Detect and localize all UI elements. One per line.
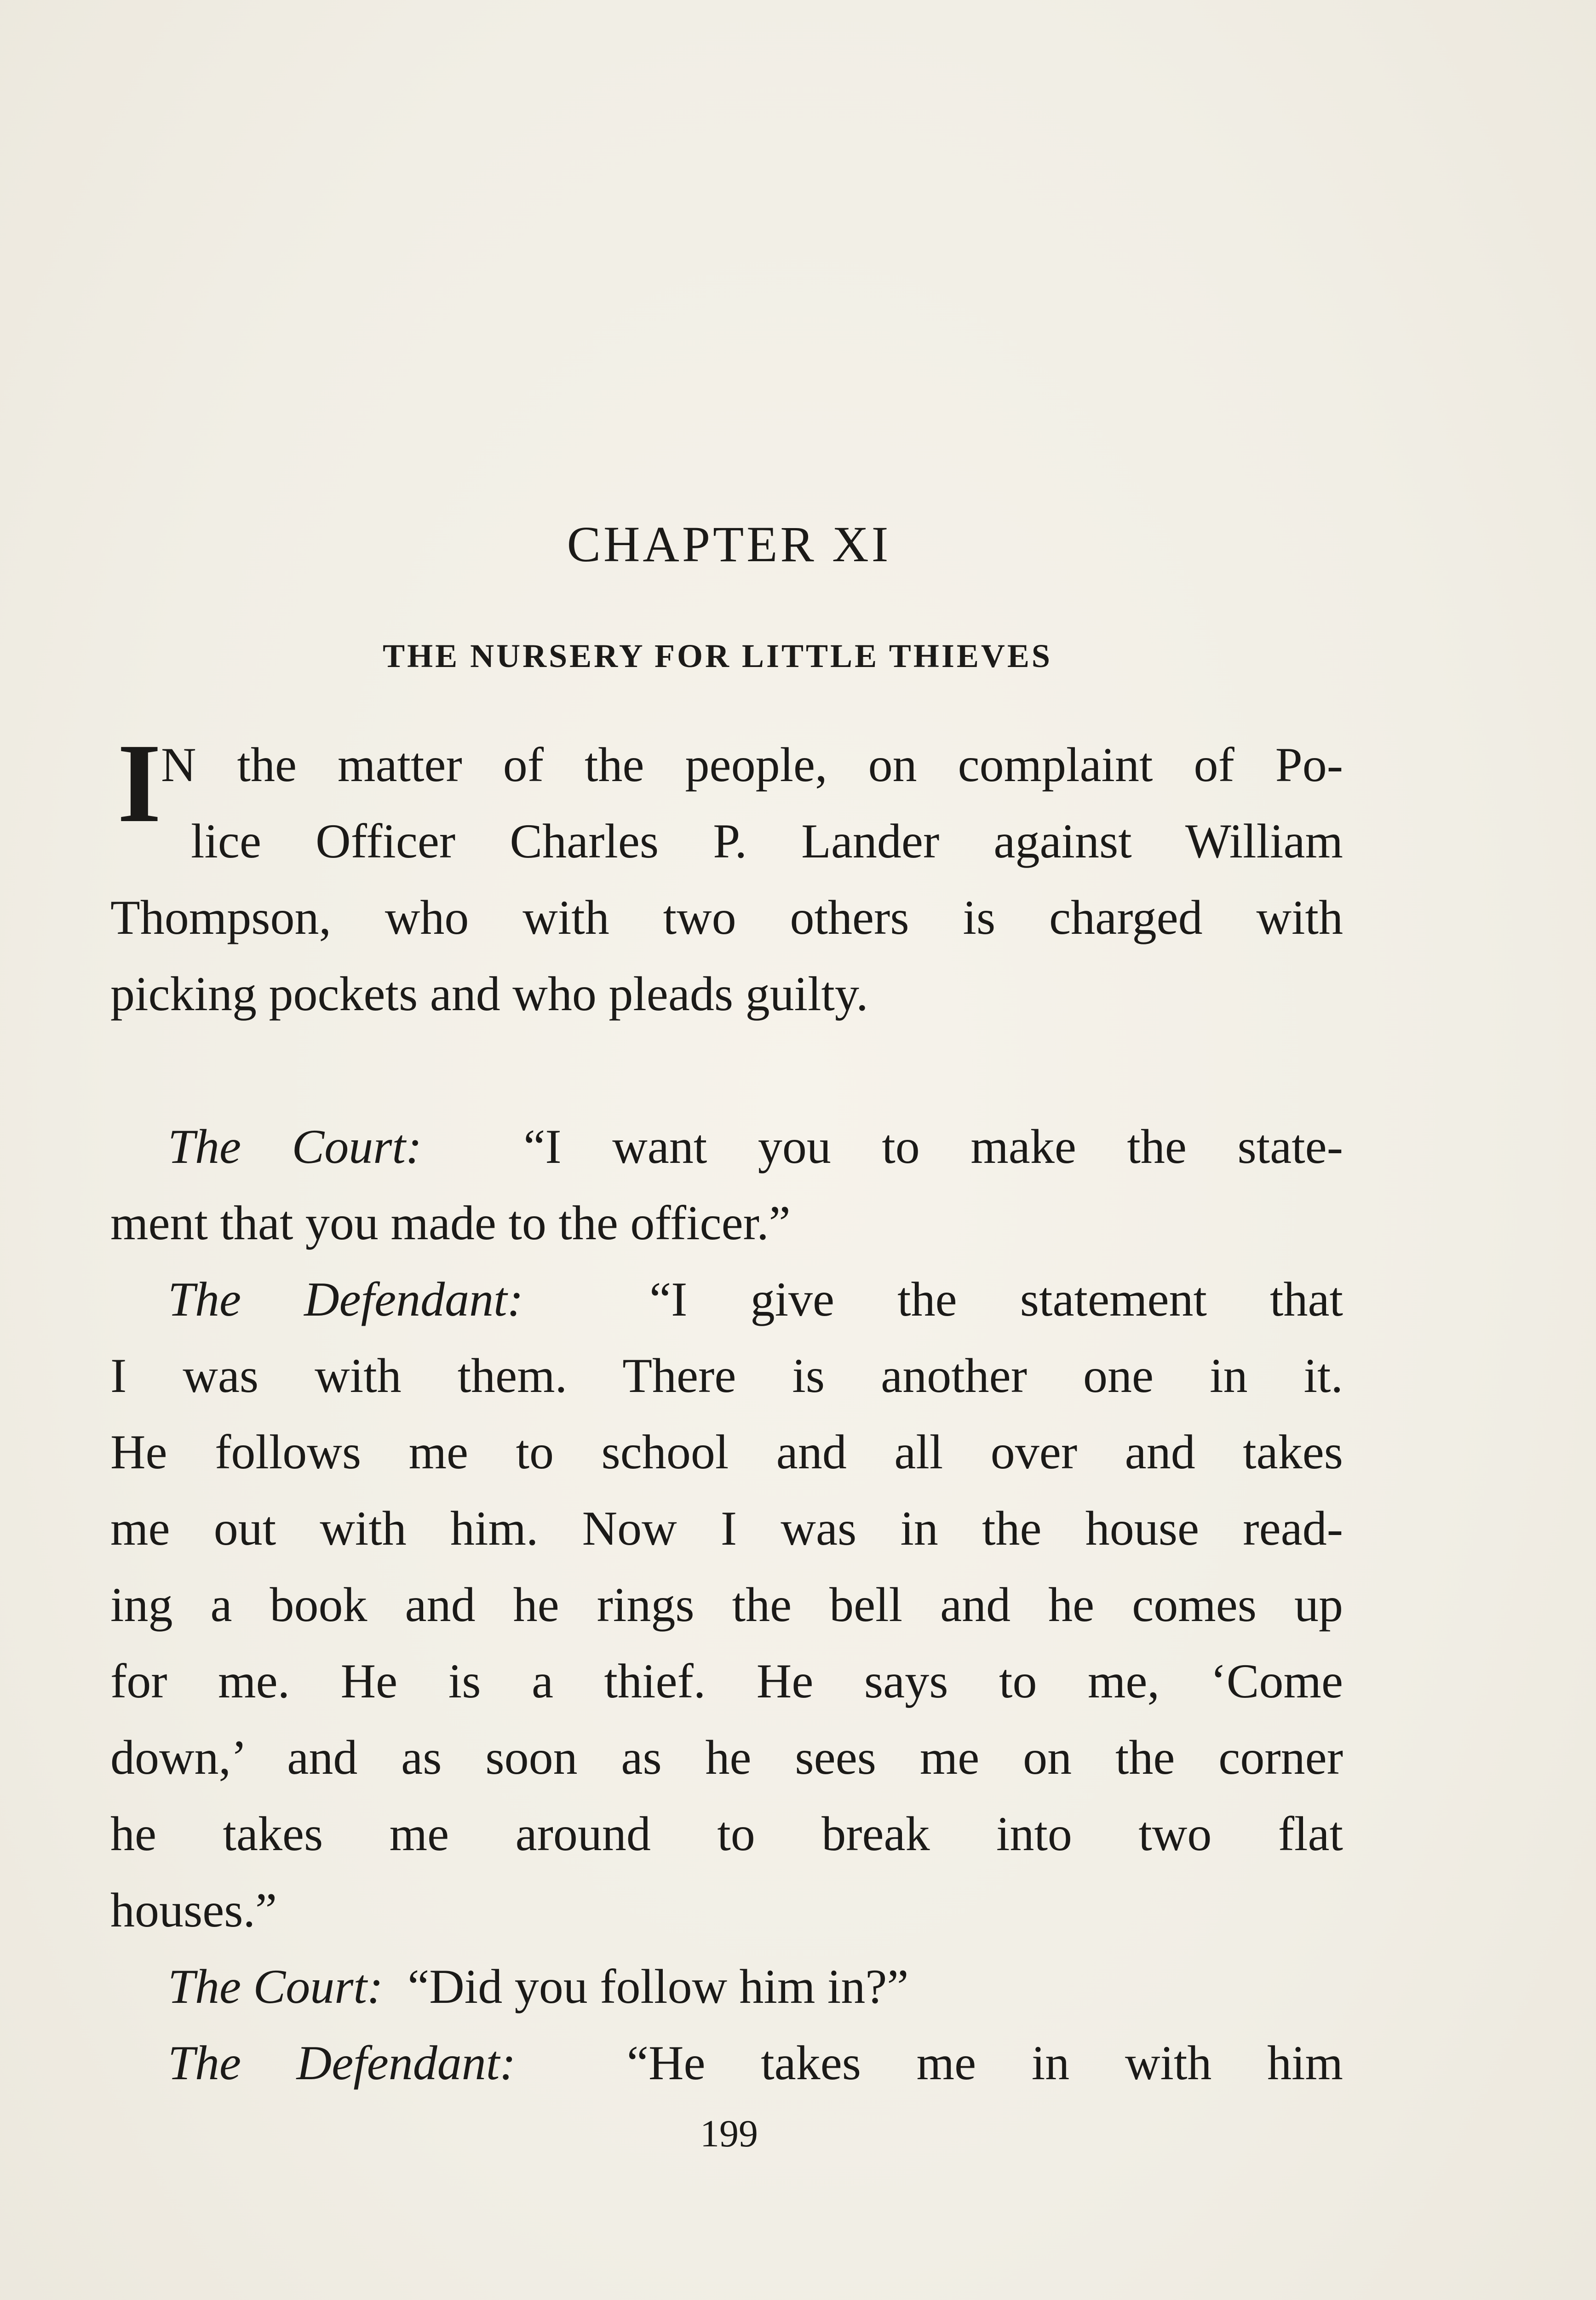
dialogue-transcript <box>110 1109 1343 2101</box>
dialogue-line: me out with him. Now I was in the house read- <box>110 1501 1343 1555</box>
paragraph-line: picking pockets and who pleads guilty. <box>110 967 868 1021</box>
dialogue-text: “I want you to make the state- <box>523 1120 1343 1173</box>
paragraph-line: Thompson, who with two others is charged with <box>110 891 1343 944</box>
chapter-subtitle: THE NURSERY FOR LITTLE THIEVES <box>383 638 1052 674</box>
dialogue-line: I was with them. There is another one in it. <box>110 1349 1343 1403</box>
dialogue-line: he takes me around to break into two flat <box>110 1807 1343 1861</box>
speaker-label: The Court: <box>168 1960 384 2013</box>
dialogue-line-court <box>110 1949 1343 2025</box>
speaker-label: The Defendant: <box>168 1272 523 1326</box>
dialogue-line: down,’ and as soon as he sees me on the corner <box>110 1731 1343 1784</box>
paragraph-line: N the matter of the people, on complaint of Po- <box>161 738 1343 792</box>
speaker-label: The Defendant: <box>168 2036 516 2090</box>
dialogue-text: “Did you follow him in?” <box>408 1960 909 2013</box>
chapter-title: CHAPTER XI <box>567 516 891 572</box>
dialogue-line: He follows me to school and all over and takes <box>110 1425 1343 1479</box>
speaker-label: The Court: <box>168 1120 422 1173</box>
dialogue-line-defendant <box>110 2025 1343 2101</box>
dialogue-text: “He takes me in with him <box>626 2036 1343 2090</box>
dialogue-line: ment that you made to the officer.” <box>110 1196 791 1250</box>
paragraph-line: lice Officer Charles P. Lander against William <box>191 814 1343 868</box>
dialogue-line-defendant <box>110 1261 1343 1338</box>
dialogue-text: “I give the statement that <box>649 1272 1343 1326</box>
page-number: 199 <box>700 2112 758 2155</box>
dialogue-line: houses.” <box>110 1883 277 1937</box>
dialogue-line: ing a book and he rings the bell and he comes up <box>110 1578 1343 1632</box>
dialogue-line-court <box>110 1109 1343 1185</box>
drop-cap-letter: I <box>117 721 161 846</box>
dialogue-line: for me. He is a thief. He says to me, ‘Come <box>110 1654 1343 1708</box>
opening-paragraph <box>110 721 1343 1032</box>
